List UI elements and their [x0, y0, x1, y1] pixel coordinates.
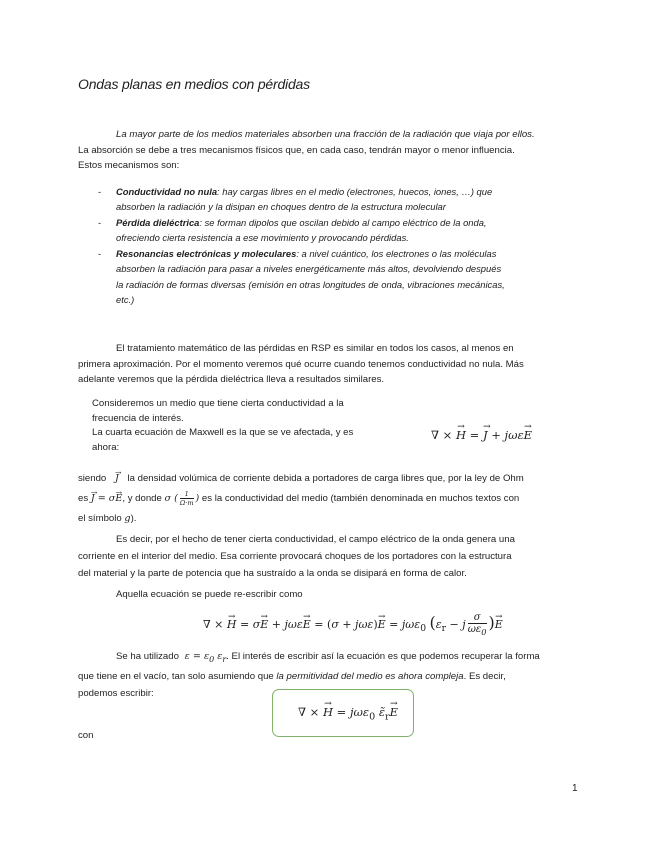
intro-paragraph — [78, 127, 578, 174]
consider-block — [92, 397, 392, 455]
text-line: del material y la parte de potencia que ha sustraído a la onda se disipará en forma de calor. — [78, 568, 467, 579]
text-line — [78, 648, 578, 668]
rewritten-equation: ∇ × → H = σ→ E + jωε→ E = (σ + jωε)→ E = jωε$_0$ ($\varepsilon_r - j$ $\frac{\sigma}{\omega\varepsilon_0}$ )→ E — [203, 612, 503, 638]
text-run: que tiene en el vacío, tan solo asumiendo que — [78, 670, 274, 682]
text-line: Es decir, por el hecho de tener cierta conductividad, el campo eléctrico de la onda genera una — [116, 534, 515, 545]
con-word: con — [78, 730, 94, 741]
bullet-dash: - — [98, 186, 102, 197]
ohm-law: → J = σ→ E — [91, 493, 123, 504]
bullet-term: Pérdida dieléctrica — [116, 217, 200, 228]
text-line: podemos escribir: — [78, 687, 154, 699]
text-run: la densidad volúmica de corriente debida a portadores de carga libres que, por la ley de Ohm — [127, 473, 524, 484]
intro-line-3: Estos mecanismos son: — [78, 160, 180, 171]
g-symbol: g — [124, 513, 131, 524]
bullet-text: la radiación de formas diversas (emisión en otras longitudes de onda, vibraciones mecánicas, — [116, 278, 505, 290]
bullet-dash: - — [98, 217, 102, 228]
epsilon-relation: $\varepsilon = \varepsilon_0$ $\varepsilon_r$ — [181, 651, 227, 664]
text-line — [78, 509, 578, 529]
text-run: siendo — [78, 473, 107, 484]
bullet-text: : a nivel cuántico, los electrones o las moléculas — [296, 248, 497, 259]
bullet-item-conductivity — [98, 184, 578, 215]
text-run: la permitividad del medio es ahora compleja — [276, 670, 464, 682]
complex-maxwell-equation: ∇ × → H = jωε$_0$ $\varepsiloñ_r\to E$ — [298, 705, 398, 722]
bullet-text: absorben la radiación para pasar a niveles energéticamente más altos, devolviendo después — [116, 263, 502, 275]
text-line: La cuarta ecuación de Maxwell es la que se ve afectada, y es — [92, 427, 354, 438]
bullet-text: : hay cargas libres en el medio (electrones, huecos, iones, …) que — [217, 186, 493, 197]
text-run: es la conductividad del medio (también denominada en muchos textos con — [201, 493, 520, 504]
bullet-text: ofreciendo cierta resistencia a ese movimiento y provocando pérdidas. — [116, 232, 409, 244]
bullet-text: : se forman dipolos que oscilan debido al campo eléctrico de la onda, — [199, 217, 487, 228]
text-line: frecuencia de interés. — [92, 412, 184, 424]
page-number: 1 — [572, 783, 578, 794]
text-line — [78, 668, 578, 685]
text-line: ahora: — [92, 441, 120, 453]
text-line — [78, 469, 578, 489]
page-title: Ondas planas en medios con pérdidas — [78, 76, 310, 92]
sigma-units: σ ( $\frac{1}{\Omega\cdot m}$ ) — [164, 490, 200, 507]
bullet-dash: - — [98, 248, 102, 259]
bullet-item-dielectric — [98, 215, 578, 246]
bullet-term: Conductividad no nula — [116, 186, 218, 197]
text-run: , y donde — [122, 493, 162, 504]
text-run: . Es decir, — [463, 670, 506, 682]
intro-line-2: La absorción se debe a tres mecanismos físicos que, en cada caso, tendrán mayor o menor influencia. — [78, 144, 515, 156]
text-line: Consideremos un medio que tiene cierta conductividad a la — [92, 398, 344, 409]
text-line: El tratamiento matemático de las pérdidas en RSP es similar en todos los casos, al menos en — [116, 343, 514, 354]
text-run: ). — [130, 513, 137, 524]
bullet-text: etc.) — [116, 293, 135, 305]
intro-line-1: La mayor parte de los medios materiales absorben una fracción de la radiación que viaja por ellos. — [116, 129, 535, 140]
text-line: adelante veremos que la pérdida dieléctrica lleva a resultados similares. — [78, 374, 385, 385]
text-run: . El interés de escribir así la ecuación es que podemos recuperar la forma — [226, 651, 540, 662]
rewrite-sentence: Aquella ecuación se puede re-escribir como — [116, 589, 303, 600]
text-line — [78, 489, 578, 509]
text-run: Se ha utilizado — [116, 651, 179, 662]
text-line: corriente en el interior del medio. Esa corriente provocará choques de los portadores con la estructura — [78, 551, 512, 562]
current-paragraph — [78, 531, 578, 582]
text-line: primera aproximación. Por el momento veremos qué ocurre cuando tenemos conductividad no nula. Más — [78, 358, 524, 370]
treatment-paragraph — [78, 341, 578, 388]
ohm-paragraph — [78, 469, 578, 529]
text-run: es — [78, 493, 89, 504]
current-density-symbol: → J — [115, 469, 119, 489]
maxwell-equation: ∇ × → H = → J + jωε→ E — [431, 428, 532, 442]
text-run: el símbolo — [78, 513, 122, 524]
bullet-item-resonances — [98, 246, 578, 307]
bullet-term: Resonancias electrónicas y moleculares — [116, 248, 297, 259]
bullet-text: absorben la radiación y la disipan en choques dentro de la estructura molecular — [116, 201, 446, 213]
